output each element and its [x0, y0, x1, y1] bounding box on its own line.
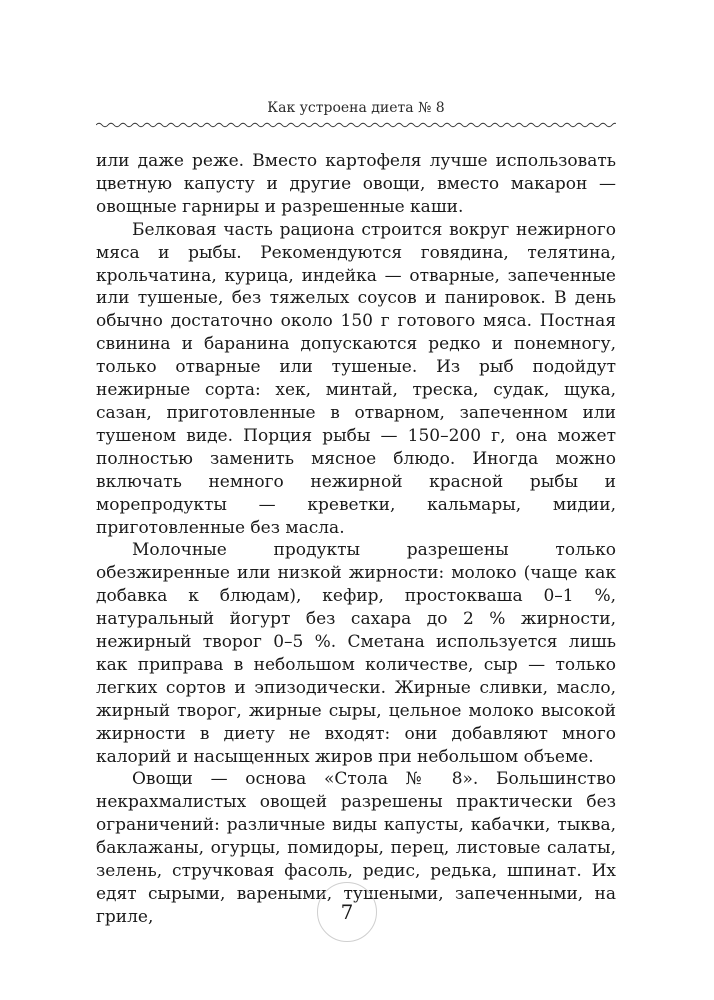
paragraph-1: или даже реже. Вместо картофеля лучше использовать цветную капусту и другие овощи, вместо макарон — овощные гарниры и разрешенные каши. [96, 151, 616, 217]
paragraph-4: Овощи — основа «Стола № 8». Большинство некрахмалистых овощей разрешены практически без ограничений: различные виды капусты, кабачки, тыква, баклажаны, огурцы, помидоры, перец, листовые салаты, зелень, стручковая фасоль, редис, редька, шпинат. Их едят сырыми, вареными, тушеными, запеченными, на гриле, [96, 769, 616, 927]
page-body [96, 150, 616, 929]
paragraph-3: Молочные продукты разрешены только обезжиренные или низкой жирности: молоко (чаще как добавка к блюдам), кефир, простокваша 0–1 %, натуральный йогурт без сахара до 2 % жирности, нежирный творог 0–5 %. Сметана используется лишь как приправа в небольшом количестве, сыр — только легких сортов и эпизодически. Жирные сливки, масло, жирный творог, жирные сыры, цельное молоко высокой жирности в диету не входят: они добавляют много калорий и насыщенных жиров при небольшом объеме. [96, 540, 616, 767]
paragraph-2: Белковая часть рациона строится вокруг нежирного мяса и рыбы. Рекомендуются говядина, телятина, крольчатина, курица, индейка — отварные, запеченные или тушеные, без тяжелых соусов и панировок. В день обычно достаточно около 150 г готового мяса. Постная свинина и баранина допускаются редко и понемногу, только отварные или тушеные. Из рыб подойдут нежирные сорта: хек, минтай, треска, судак, щука, сазан, приготовленные в отварном, запеченном или тушеном виде. Порция рыбы — 150–200 г, она может полностью заменить мясное блюдо. Иногда можно включать немного нежирной красной рыбы и морепродукты — креветки, кальмары, мидии, приготовленные без масла. [96, 219, 616, 538]
page-number: 7 [317, 882, 377, 942]
running-header: Как устроена диета № 8 [267, 100, 445, 116]
header-wavy-rule [96, 121, 616, 129]
